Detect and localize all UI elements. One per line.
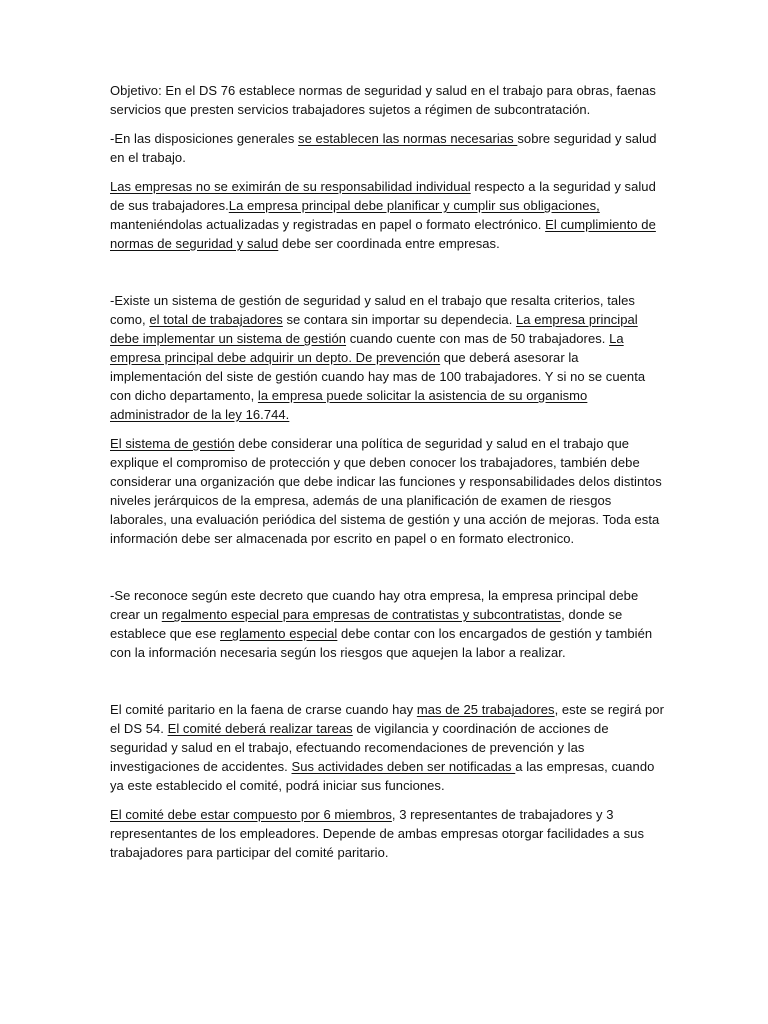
underlined-text: se establecen las normas necesarias bbox=[298, 131, 518, 146]
paragraph-text: que deberá asesorar la implementación del siste de gestión cuando hay mas de 100 trabajadores. Y si no se cuenta con dicho departamento, bbox=[110, 350, 646, 403]
paragraph bbox=[110, 434, 664, 548]
paragraph-text: -Existe un sistema de gestión de seguridad y salud en el trabajo que resalta criterios, tales como, bbox=[110, 293, 635, 327]
paragraph-text: , este se regirá por el DS 54. bbox=[110, 702, 664, 736]
paragraph-text: respecto a la seguridad y salud de sus trabajadores. bbox=[110, 179, 656, 213]
underlined-text: Las empresas no se eximirán de su responsabilidad individual bbox=[110, 179, 471, 194]
paragraph-text: -Se reconoce según este decreto que cuando hay otra empresa, la empresa principal debe crear un bbox=[110, 588, 639, 622]
paragraph-text: , donde se establece que ese bbox=[110, 607, 623, 641]
document-body bbox=[110, 81, 664, 862]
underlined-text: reglamento especial bbox=[220, 626, 338, 641]
underlined-text: la empresa puede solicitar la asistencia de su organismo administrador de la ley 16.744. bbox=[110, 388, 588, 422]
paragraph bbox=[110, 129, 664, 167]
underlined-text: Sus actividades deben ser notificadas bbox=[291, 759, 516, 774]
paragraph-text: Objetivo: En el DS 76 establece normas de seguridad y salud en el trabajo para obras, faenas servicios que presten servicios trabajadores sujetos a régimen de subcontratación. bbox=[110, 83, 656, 117]
underlined-text: regalmento especial para empresas de contratistas y subcontratistas bbox=[161, 607, 562, 622]
underlined-text: La empresa principal debe implementar un sistema de gestión bbox=[110, 312, 638, 346]
underlined-text: el total de trabajadores bbox=[149, 312, 283, 327]
paragraph bbox=[110, 291, 664, 424]
paragraph-text: debe contar con los encargados de gestión y también con la información necesaria según los riesgos que aquejen la labor a realizar. bbox=[110, 626, 653, 660]
paragraph-text: se contara sin importar su dependecia. bbox=[282, 312, 517, 327]
underlined-text: La empresa principal debe planificar y cumplir sus obligaciones, bbox=[228, 198, 600, 213]
paragraph-text: debe considerar una política de seguridad y salud en el trabajo que explique el compromiso de protección y que deben conocer los trabajadores, también debe considerar una organización que debe indicar las funciones y responsabilidades delos distintos niveles jerárquicos de la empresa, además de una planificación de examen de riesgos laborales, una evaluación periódica del sistema de gestión y una acción de mejoras. Toda esta información debe ser almacenada por escrito en papel o en formato electronico. bbox=[110, 436, 662, 546]
underlined-text: La empresa principal debe adquirir un depto. De prevención bbox=[110, 331, 624, 365]
paragraph-text: de vigilancia y coordinación de acciones de seguridad y salud en el trabajo, efectuando recomendaciones de prevención y las investigaciones de accidentes. bbox=[110, 721, 609, 774]
paragraph-text: El comité paritario en la faena de crarse cuando hay bbox=[110, 702, 417, 717]
underlined-text: El sistema de gestión bbox=[110, 436, 235, 451]
underlined-text: El cumplimiento de normas de seguridad y salud bbox=[110, 217, 656, 251]
paragraph-text: sobre seguridad y salud en el trabajo. bbox=[110, 131, 657, 165]
paragraph bbox=[110, 805, 664, 862]
underlined-text: El comité debe estar compuesto por 6 miembros bbox=[110, 807, 392, 822]
paragraph bbox=[110, 81, 664, 119]
paragraph-text: manteniéndolas actualizadas y registradas en papel o formato electrónico. bbox=[110, 217, 546, 232]
paragraph-text: cuando cuente con mas de 50 trabajadores. bbox=[346, 331, 610, 346]
underlined-text: mas de 25 trabajadores bbox=[416, 702, 555, 717]
paragraph bbox=[110, 177, 664, 253]
underlined-text: El comité deberá realizar tareas bbox=[167, 721, 353, 736]
paragraph bbox=[110, 586, 664, 662]
paragraph-text: -En las disposiciones generales bbox=[110, 131, 299, 146]
paragraph-text: a las empresas, cuando ya este establecido el comité, podrá iniciar sus funciones. bbox=[110, 759, 655, 793]
paragraph bbox=[110, 700, 664, 795]
paragraph-text: debe ser coordinada entre empresas. bbox=[278, 236, 500, 251]
paragraph-text: , 3 representantes de trabajadores y 3 representantes de los empleadores. Depende de ambas empresas otorgar facilidades a sus trabajadores para participar del comité paritario. bbox=[110, 807, 644, 860]
